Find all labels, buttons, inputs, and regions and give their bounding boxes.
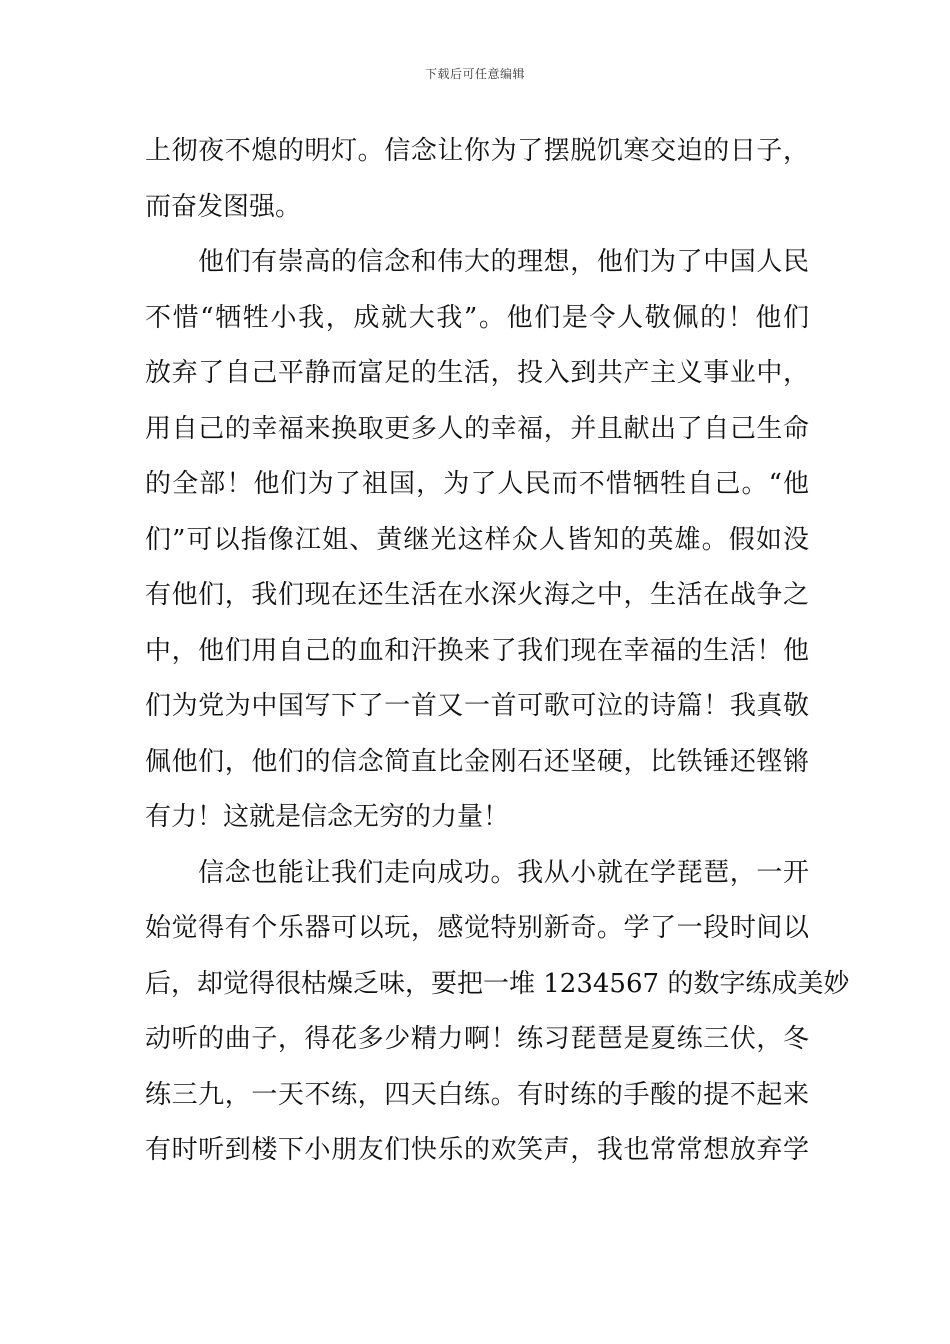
text-line: 上彻夜不熄的明灯。信念让你为了摆脱饥寒交迫的日子， <box>145 136 809 166</box>
text-line: 有力！这就是信念无穷的力量！ <box>145 802 510 832</box>
text-line: 始觉得有个乐器可以玩，感觉特别新奇。学了一段时间以 <box>145 913 809 943</box>
text-line: 的全部！他们为了祖国，为了人民而不惜牺牲自己。“他 <box>145 469 809 499</box>
text-line: 中，他们用自己的血和汗换来了我们现在幸福的生活！他 <box>145 635 809 666</box>
paragraph-2 <box>145 235 809 846</box>
text-line: 有他们，我们现在还生活在水深火海之中，生活在战争之 <box>145 580 809 610</box>
text-line: 信念也能让我们走向成功。我从小就在学琵琶，一开 <box>198 857 809 888</box>
text-line: 有时听到楼下小朋友们快乐的欢笑声，我也常常想放弃学 <box>145 1135 809 1165</box>
text-line: 练三九，一天不练，四天白练。有时练的手酸的提不起来 <box>145 1079 809 1110</box>
text-line: 他们有崇高的信念和伟大的理想，他们为了中国人民 <box>198 247 809 277</box>
document-body <box>145 124 850 1179</box>
text-line: 们为党为中国写下了一首又一首可歌可泣的诗篇！我真敬 <box>145 691 809 721</box>
paragraph-3 <box>145 846 850 1179</box>
text-line: 动听的曲子，得花多少精力啊！练习琵琶是夏练三伏，冬 <box>145 1024 809 1054</box>
text-line: 而奋发图强。 <box>145 191 302 222</box>
page-header: 下载后可任意编辑 <box>424 67 525 81</box>
text-line: 佩他们，他们的信念简直比金刚石还坚硬，比铁锤还铿锵 <box>145 746 809 777</box>
text-line: 们”可以指像江姐、黄继光这样众人皆知的英雄。假如没 <box>145 524 809 555</box>
paragraph-1 <box>145 124 809 235</box>
text-line: 后，却觉得很枯燥乏味，要把一堆 1234567 的数字练成美妙 <box>145 968 850 999</box>
text-line: 用自己的幸福来换取更多人的幸福，并且献出了自己生命 <box>145 413 809 444</box>
text-line: 放弃了自己平静而富足的生活，投入到共产主义事业中， <box>145 358 809 388</box>
text-line: 不惜“牺牲小我，成就大我”。他们是令人敬佩的！他们 <box>145 302 809 333</box>
